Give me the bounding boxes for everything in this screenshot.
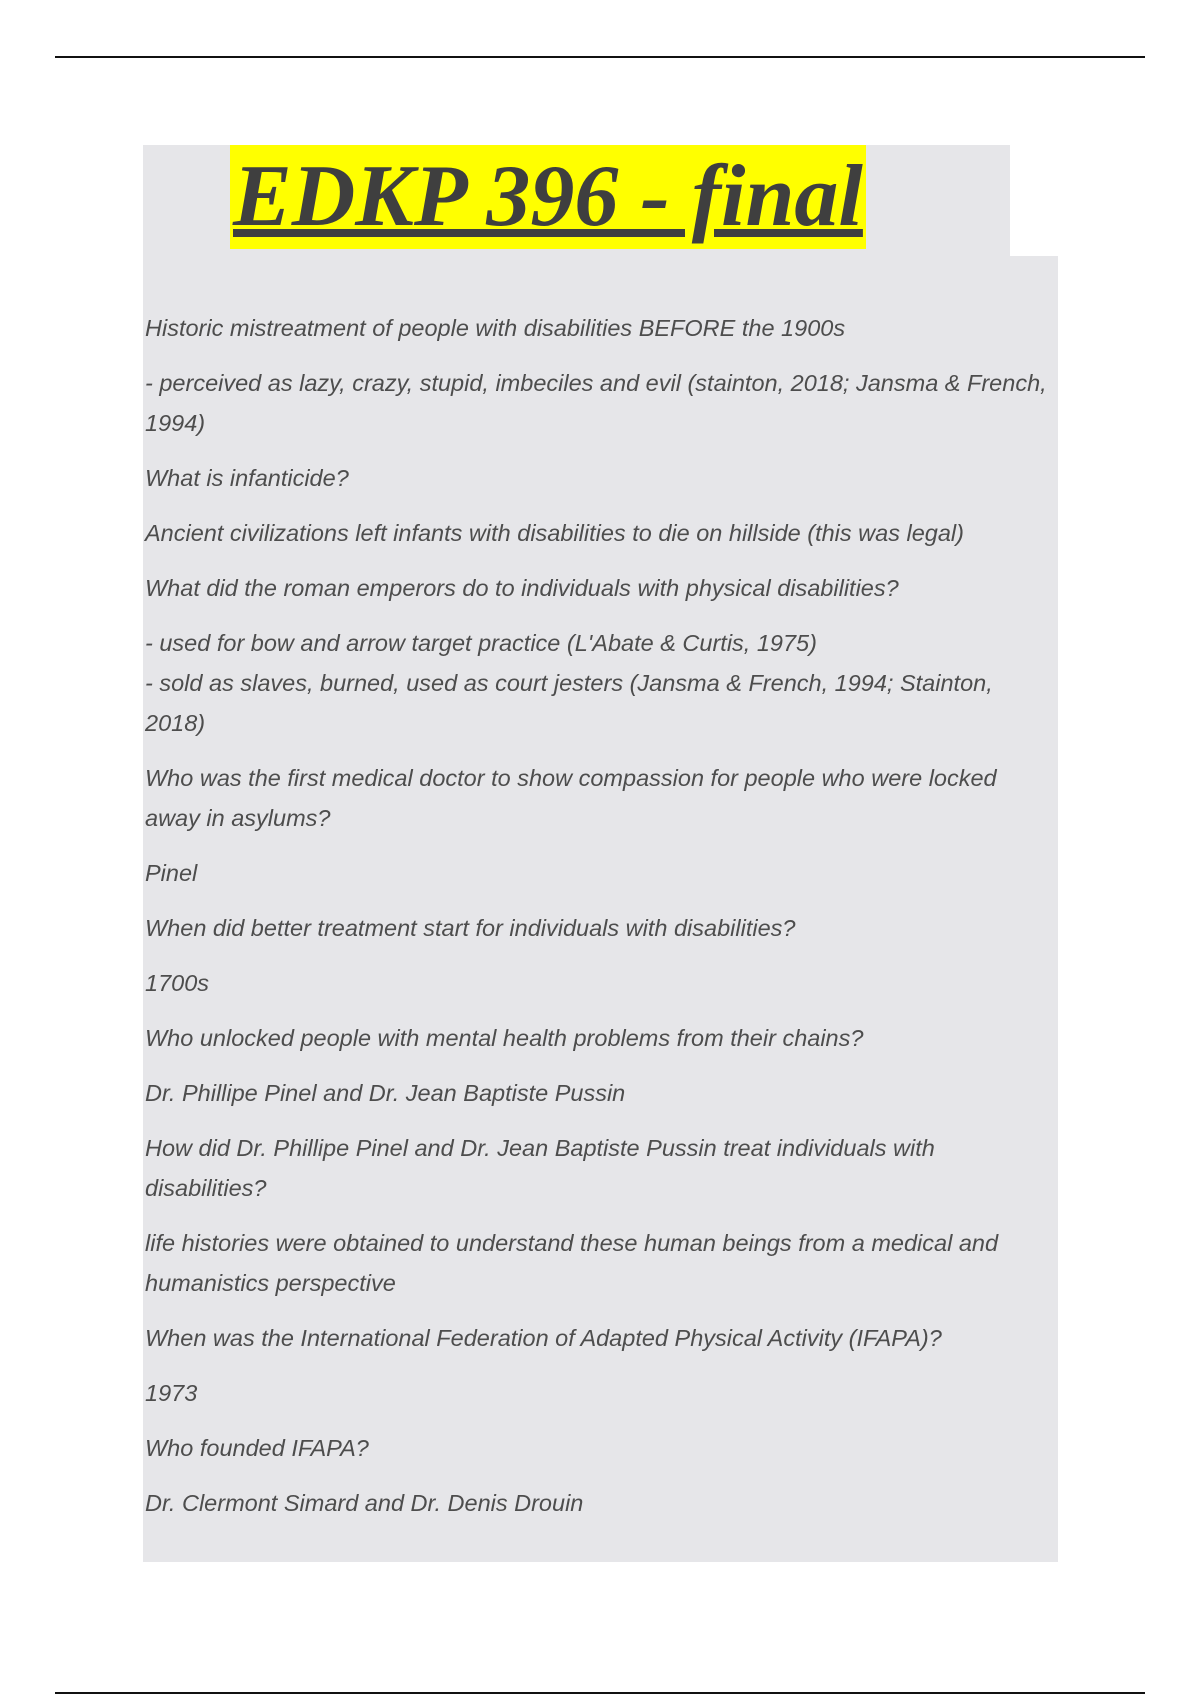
- answer-4: Pinel: [145, 860, 198, 886]
- document-title: EDKP 396 - final: [230, 145, 866, 249]
- question-5: When did better treatment start for individuals with disabilities?: [145, 915, 796, 941]
- answer-3: - used for bow and arrow target practice (L'Abate & Curtis, 1975) - sold as slaves, burned, used as court jesters (Jansma & French, 1994; Stainton, 2018): [145, 630, 993, 736]
- footer-rule: [55, 1692, 1145, 1694]
- question-3: What did the roman emperors do to individuals with physical disabilities?: [145, 575, 899, 601]
- answer-9: Dr. Clermont Simard and Dr. Denis Drouin: [145, 1490, 584, 1516]
- question-1: Historic mistreatment of people with disabilities BEFORE the 1900s: [145, 315, 846, 341]
- question-4: Who was the first medical doctor to show compassion for people who were locked away in asylums?: [145, 765, 997, 831]
- answer-2: Ancient civilizations left infants with disabilities to die on hillside (this was legal): [145, 520, 964, 546]
- answer-1: - perceived as lazy, crazy, stupid, imbeciles and evil (stainton, 2018; Jansma & French, 1994): [145, 370, 1047, 436]
- qa-list: [145, 308, 1053, 1538]
- question-2: What is infanticide?: [145, 465, 349, 491]
- question-6: Who unlocked people with mental health problems from their chains?: [145, 1025, 864, 1051]
- question-9: Who founded IFAPA?: [145, 1435, 369, 1461]
- question-7: How did Dr. Phillipe Pinel and Dr. Jean Baptiste Pussin treat individuals with disabilities?: [145, 1135, 935, 1201]
- header-rule: [55, 56, 1145, 58]
- answer-5: 1700s: [145, 970, 210, 996]
- answer-8: 1973: [145, 1380, 198, 1406]
- question-8: When was the International Federation of Adapted Physical Activity (IFAPA)?: [145, 1325, 942, 1351]
- answer-6: Dr. Phillipe Pinel and Dr. Jean Baptiste Pussin: [145, 1080, 626, 1106]
- answer-7: life histories were obtained to understand these human beings from a medical and humanistics perspective: [145, 1230, 999, 1296]
